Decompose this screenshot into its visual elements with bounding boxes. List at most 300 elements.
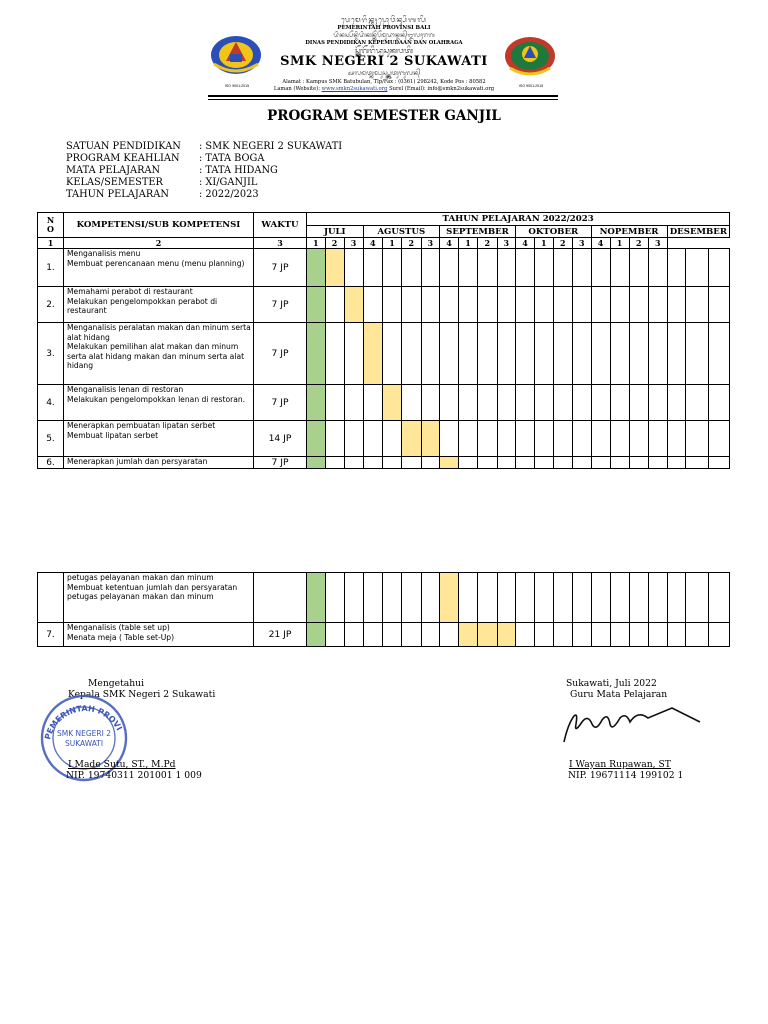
schedule-cell [610,573,629,623]
info-row [66,153,342,165]
week-header: 1 [535,238,554,249]
schedule-cell [402,287,422,323]
week-header: 3 [497,238,516,249]
approval-label: Mengetahui [88,678,145,689]
competency-line: Menganalisis menu [67,249,141,258]
balinese-script-line-3: ᬲ᭄ᬫ᭄ᬓ᭄ᬦᭂᬕᭂᬭᬶᬤ᭄ᬯᬲᬸᬓᬯᬢᬶ [355,46,413,55]
schedule-cell [325,421,344,457]
schedule-cell [610,323,629,385]
schedule-cell [685,421,709,457]
schedule-cell [610,421,629,457]
schedule-cell [591,249,610,287]
week-header: 2 [553,238,573,249]
schedule-cell [573,385,592,421]
schedule-cell [535,323,554,385]
month-header-3: SEPTEMBER [440,226,516,238]
schedule-cell [383,323,402,385]
schedule-cell [649,421,668,457]
schedule-cell [649,623,668,647]
header-kompetensi: KOMPETENSI/SUB KOMPETENSI [64,213,254,238]
schedule-cell [421,323,440,385]
schedule-cell [685,573,709,623]
schedule-cell [478,323,498,385]
info-value: : SMK NEGERI 2 SUKAWATI [199,141,343,152]
schedule-cell [516,421,535,457]
schedule-cell [553,457,573,469]
balinese-script-line-4: ᬅᬮᬫᬢ᭄ᬓᬫ᭄ᬧᬸᬲ᭄ᬲ᭄ᬫ᭄ᬓ᭄ᬩᬢᬸᬩᬸᬮᬦ᭄ [347,70,421,77]
schedule-cell [344,249,363,287]
schedule-cell [629,249,649,287]
schedule-cell-done [307,249,326,287]
schedule-cell-planned [383,385,402,421]
info-value: : TATA HIDANG [199,165,278,176]
teacher-signature [552,702,702,750]
info-row [66,177,342,189]
competency-cell [64,385,254,421]
schedule-cell [709,385,730,421]
schedule-cell [497,323,516,385]
schedule-cell [629,457,649,469]
schedule-cell [573,573,592,623]
table-row [38,457,730,469]
schedule-cell [667,287,685,323]
schedule-cell [497,421,516,457]
schedule-cell-planned [325,249,344,287]
schedule-cell [478,421,498,457]
schedule-cell [497,249,516,287]
info-label: SATUAN PENDIDIKAN [66,141,181,152]
schedule-cell [591,623,610,647]
school-logo [502,34,558,84]
week-header: 1 [383,238,402,249]
schedule-cell [440,421,459,457]
schedule-cell [535,385,554,421]
schedule-cell [573,623,592,647]
schedule-cell [402,323,422,385]
schedule-cell [535,287,554,323]
schedule-cell [667,323,685,385]
stamp-inner-line-2: SUKAWATI [64,739,104,748]
schedule-cell [535,457,554,469]
info-label: KELAS/SEMESTER [66,177,163,188]
month-header-6: DESEMBER [667,226,730,238]
schedule-cell [459,323,478,385]
info-label: PROGRAM KEAHLIAN [66,153,180,164]
website-label: Laman (Website): [273,86,320,92]
schedule-cell [363,623,383,647]
schedule-cell [402,457,422,469]
logo-right-caption: ISO 9001:2015 [518,84,544,88]
schedule-table-page-1 [37,212,730,469]
schedule-cell [591,421,610,457]
schedule-cell [440,249,459,287]
schedule-cell [610,623,629,647]
schedule-cell [629,385,649,421]
teacher-nip: NIP. 19671114 199102 1 [568,770,684,781]
stamp-inner-line-1: SMK NEGERI 2 [56,729,112,738]
schedule-cell [344,573,363,623]
schedule-cell [553,623,573,647]
competency-cell [64,623,254,647]
week-header: 3 [254,238,307,249]
stamp-outer-text: PEMERINTAH PROVI [43,704,124,741]
info-row [66,189,342,201]
row-number: 5. [38,421,64,457]
schedule-cell [344,421,363,457]
competency-line: Membuat perencanaan menu (menu planning) [67,258,245,268]
info-row [66,141,342,153]
schedule-cell [685,323,709,385]
week-header: 4 [363,238,383,249]
info-value: : 2022/2023 [199,189,259,200]
schedule-cell [325,457,344,469]
schedule-cell [573,287,592,323]
schedule-cell [421,385,440,421]
schedule-cell [459,457,478,469]
schedule-cell [553,421,573,457]
week-header: 1 [459,238,478,249]
schedule-cell-done [307,457,326,469]
schedule-cell [629,323,649,385]
schedule-cell [553,249,573,287]
schedule-cell [553,385,573,421]
principal-title: Kepala SMK Negeri 2 Sukawati [68,689,216,700]
schedule-cell [383,421,402,457]
letterhead-rule-thin [208,99,558,100]
schedule-cell [383,249,402,287]
schedule-cell [402,385,422,421]
header-tahun-pelajaran: TAHUN PELAJARAN 2022/2023 [307,213,730,226]
schedule-cell-planned [497,623,516,647]
schedule-cell-planned [363,323,383,385]
schedule-cell [402,573,422,623]
schedule-cell [573,323,592,385]
week-header: 3 [649,238,668,249]
info-label: MATA PELAJARAN [66,165,161,176]
schedule-cell-done [307,623,326,647]
schedule-cell-planned [421,421,440,457]
schedule-cell [344,623,363,647]
competency-line: Melakukan pengelompokkan perabot di restaurant [67,296,218,316]
schedule-table-page-2 [37,572,730,647]
schedule-cell [649,287,668,323]
competency-line: Membuat lipatan serbet [67,430,159,440]
schedule-cell [573,457,592,469]
schedule-cell [591,385,610,421]
schedule-cell [591,323,610,385]
schedule-cell [573,249,592,287]
school-contact [270,86,498,92]
schedule-cell [325,573,344,623]
competency-line: Menganalisis (table set up) [67,623,170,632]
row-number: 7. [38,623,64,647]
schedule-cell-planned [402,421,422,457]
schedule-cell [516,287,535,323]
schedule-cell [497,573,516,623]
schedule-cell [553,287,573,323]
schedule-cell [478,457,498,469]
competency-line: Membuat ketentuan jumlah dan persyaratan petugas pelayanan makan dan minum [67,582,238,602]
schedule-cell-done [307,385,326,421]
schedule-cell [591,287,610,323]
schedule-cell [709,457,730,469]
schedule-cell [610,457,629,469]
schedule-cell [649,457,668,469]
month-header-1: JULI [307,226,364,238]
row-number [38,573,64,623]
week-header: 1 [307,238,326,249]
competency-line: Menerapkan jumlah dan persyaratan [67,457,208,466]
schedule-cell [516,623,535,647]
header-no: N O [38,213,64,238]
schedule-cell [497,385,516,421]
row-number: 1. [38,249,64,287]
schedule-cell [667,457,685,469]
schedule-cell [709,623,730,647]
schedule-cell [478,287,498,323]
schedule-cell [459,287,478,323]
competency-cell [64,249,254,287]
schedule-cell [649,249,668,287]
table-header-row-1 [38,213,730,226]
schedule-cell [344,323,363,385]
header-waktu: WAKTU [254,213,307,238]
competency-line: Menerapkan pembuatan lipatan serbet [67,421,216,430]
schedule-cell [325,623,344,647]
schedule-cell [421,623,440,647]
waktu-cell: 7 JP [254,323,307,385]
schedule-cell [610,385,629,421]
principal-name: I Made Sutu, ST., M.Pd [68,759,176,770]
schedule-cell-done [307,421,326,457]
month-header-5: NOPEMBER [591,226,667,238]
document-info [66,141,342,201]
document-title: PROGRAM SEMESTER GANJIL [267,108,501,124]
place-date: Sukawati, Juli 2022 [566,678,657,689]
competency-line: petugas pelayanan makan dan minum [67,573,214,582]
school-address: Alamat : Kampus SMK Batubulan, Tlp/Fax : (0361) 298242, Kode Pos : 80582 [282,79,486,85]
waktu-cell: 7 JP [254,385,307,421]
schedule-cell [591,573,610,623]
schedule-cell [459,573,478,623]
schedule-cell [610,249,629,287]
table-row [38,623,730,647]
schedule-cell [440,385,459,421]
schedule-cell [383,623,402,647]
teacher-title: Guru Mata Pelajaran [570,689,668,700]
competency-cell [64,323,254,385]
schedule-cell [629,623,649,647]
schedule-cell [629,421,649,457]
schedule-cell [344,457,363,469]
week-header: 2 [64,238,254,249]
week-header: 1 [38,238,64,249]
schedule-cell [440,287,459,323]
schedule-cell [363,421,383,457]
schedule-cell [363,287,383,323]
schedule-cell-planned [459,623,478,647]
email-label: Surel (Email): [389,86,426,92]
balinese-script-line-1: ᬧᬾᬫᬾᬭᬶᬦ᭄ᬢᬄᬧ᭄ᬭᭀᬯᬶᬦ᭄ᬲᬶᬩᬮᬶ [341,16,427,24]
schedule-cell [383,457,402,469]
schedule-cell [516,457,535,469]
schedule-cell [363,573,383,623]
principal-nip: NIP. 19740311 201001 1 009 [66,770,202,781]
government-name: PEMERINTAH PROVINSI BALI [337,25,431,31]
schedule-cell [709,249,730,287]
schedule-cell [497,287,516,323]
week-header: 3 [344,238,363,249]
week-header: 2 [478,238,498,249]
schedule-cell [649,323,668,385]
schedule-cell [516,249,535,287]
schedule-cell [325,287,344,323]
schedule-cell [709,287,730,323]
schedule-cell [535,573,554,623]
schedule-cell-planned [344,287,363,323]
schedule-cell [553,573,573,623]
schedule-cell [516,385,535,421]
schedule-cell [667,385,685,421]
table-row [38,323,730,385]
schedule-cell [440,623,459,647]
schedule-cell [459,421,478,457]
waktu-cell: 21 JP [254,623,307,647]
week-header: 1 [610,238,629,249]
week-header: 4 [440,238,459,249]
competency-line: Menganalisis peralatan makan dan minum serta alat hidang [67,323,251,342]
schedule-cell [402,249,422,287]
week-header: 3 [573,238,592,249]
schedule-cell [325,385,344,421]
schedule-cell [610,287,629,323]
competency-line: Melakukan pemilihan alat makan dan minum serta alat hidang makan dan minum serta alat hidang [67,342,245,371]
competency-cell [64,573,254,623]
schedule-cell [709,323,730,385]
week-header: 2 [402,238,422,249]
row-number: 6. [38,457,64,469]
row-number: 3. [38,323,64,385]
schedule-cell [459,385,478,421]
schedule-cell [535,421,554,457]
schedule-cell-planned [440,457,459,469]
info-label: TAHUN PELAJARAN [66,189,169,200]
table-row [38,287,730,323]
teacher-name: I Wayan Rupawan, ST [569,759,671,770]
schedule-cell [478,573,498,623]
info-value: : TATA BOGA [199,153,265,164]
competency-line: Memahami perabot di restaurant [67,287,193,296]
school-name: SMK NEGERI 2 SUKAWATI [280,54,488,69]
info-value: : XI/GANJIL [199,177,258,188]
competency-line: Menganalisis lenan di restoran [67,385,184,394]
schedule-cell [629,287,649,323]
week-header: 2 [325,238,344,249]
schedule-cell [709,573,730,623]
schedule-cell [440,323,459,385]
schedule-cell [667,421,685,457]
schedule-cell [685,457,709,469]
competency-cell [64,421,254,457]
schedule-cell-done [307,323,326,385]
schedule-cell [667,249,685,287]
schedule-cell [685,287,709,323]
schedule-cell-planned [440,573,459,623]
month-header-4: OKTOBER [516,226,592,238]
table-row [38,421,730,457]
waktu-cell: 7 JP [254,287,307,323]
schedule-cell [421,573,440,623]
schedule-cell [459,249,478,287]
schedule-cell [629,573,649,623]
schedule-cell [383,573,402,623]
month-header-2: AGUSTUS [363,226,440,238]
schedule-cell-done [307,573,326,623]
schedule-cell [421,287,440,323]
table-row [38,385,730,421]
schedule-cell [685,249,709,287]
website-link[interactable]: www.smkn2sukawati.org [321,86,388,92]
info-row [66,165,342,177]
waktu-cell: 7 JP [254,457,307,469]
week-header-row [38,238,730,249]
schedule-cell [591,457,610,469]
schedule-cell [478,249,498,287]
schedule-cell [649,385,668,421]
week-header: 2 [629,238,649,249]
schedule-cell [709,421,730,457]
schedule-cell [344,385,363,421]
waktu-cell: 14 JP [254,421,307,457]
schedule-cell [667,623,685,647]
bali-province-logo [208,34,264,84]
schedule-cell [516,323,535,385]
schedule-cell [516,573,535,623]
schedule-cell [363,457,383,469]
schedule-cell-planned [478,623,498,647]
department-name: DINAS PENDIDIKAN KEPEMUDAAN DAN OLAHRAGA [305,40,463,46]
table-row [38,249,730,287]
competency-cell [64,287,254,323]
waktu-cell: 7 JP [254,249,307,287]
schedule-cell [402,623,422,647]
week-header: 4 [591,238,610,249]
schedule-cell [363,385,383,421]
competency-line: Menata meja ( Table set-Up) [67,632,175,642]
schedule-cell [383,287,402,323]
row-number: 2. [38,287,64,323]
schedule-cell [685,623,709,647]
schedule-cell [497,457,516,469]
schedule-cell [535,249,554,287]
schedule-cell [535,623,554,647]
schedule-cell [649,573,668,623]
schedule-cell [553,323,573,385]
row-number: 4. [38,385,64,421]
week-header: 3 [421,238,440,249]
competency-line: Melakukan pengelompokkan lenan di restoran. [67,394,246,404]
waktu-cell [254,573,307,623]
email-text: info@smkn2sukawati.org [427,86,495,92]
logo-left-caption: ISO 9001:2015 [224,84,250,88]
letterhead-rule-thick [208,95,558,97]
schedule-cell [325,323,344,385]
schedule-cell [421,457,440,469]
schedule-cell [685,385,709,421]
schedule-cell [421,249,440,287]
schedule-cell [363,249,383,287]
balinese-script-line-2: ᬤᬶᬦᬲ᭄ᬧᭂᬦ᭄ᬤᬶᬤᬶᬓᬦ᭄ᬓᭂᬧᭂᬫᬸᬤᬵᬦ᭄ᬤᬦ᭄ᬑᬮᬄᬭᬕ [333,32,435,39]
